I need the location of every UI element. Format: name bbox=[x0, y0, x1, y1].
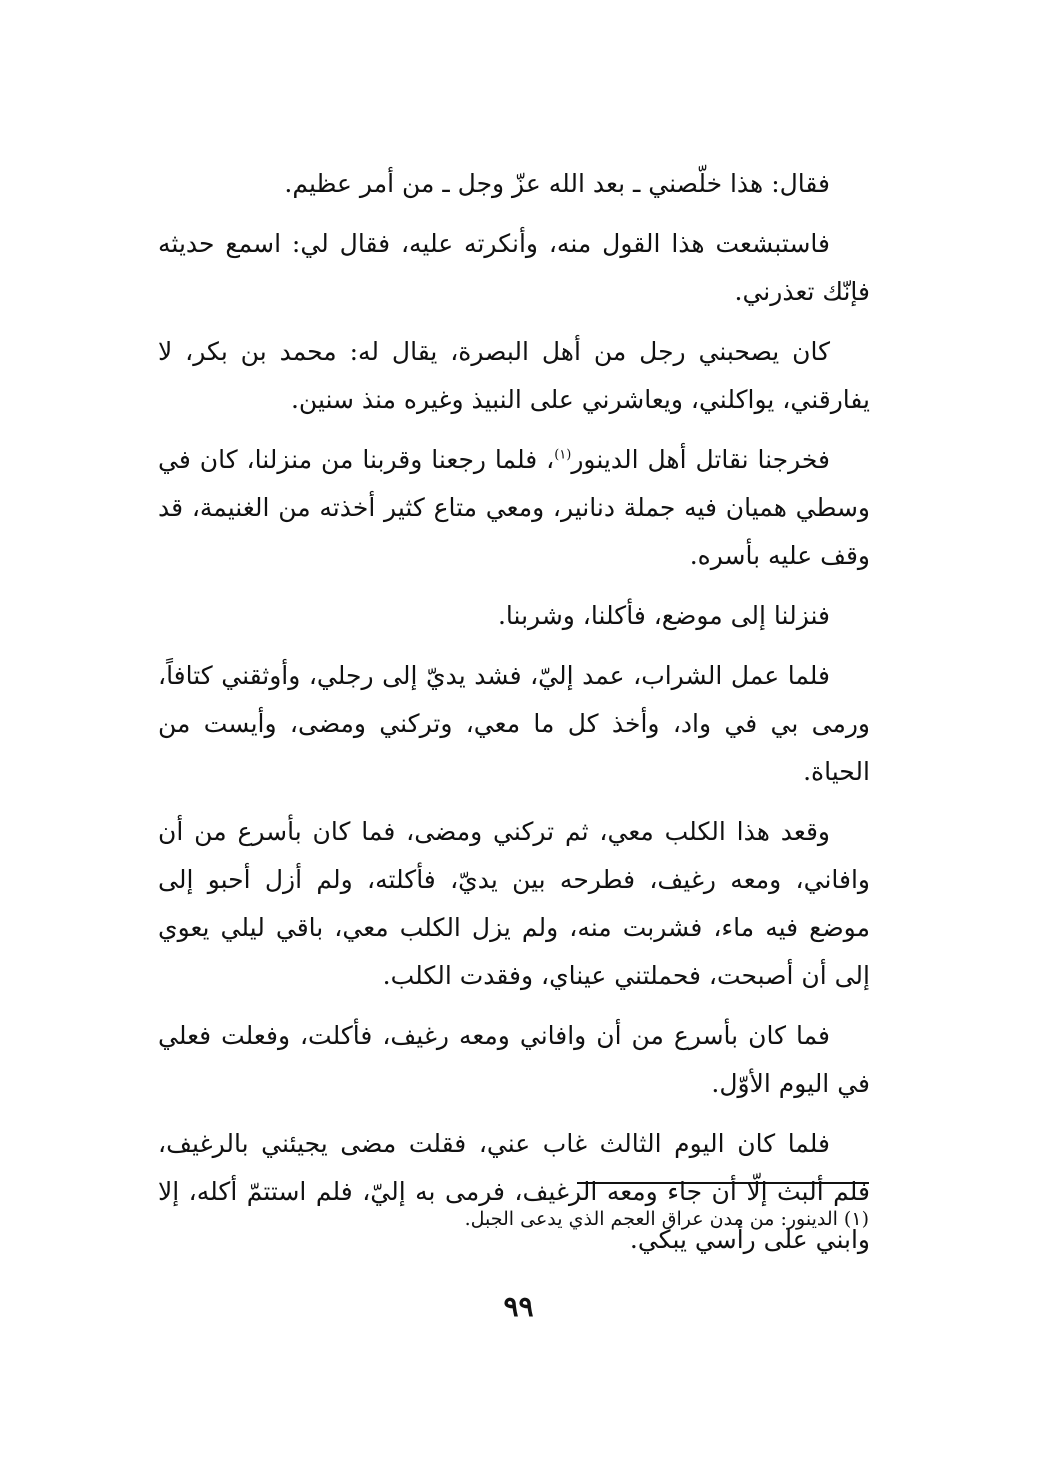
footnote: (١) الدينور: من مدن عراق العجم الذي يدعى الجبل. bbox=[464, 1208, 869, 1230]
paragraph-3: كان يصحبني رجل من أهل البصرة، يقال له: محمد بن بكر، لا يفارقني، يواكلني، ويعاشرني على النبيذ وغيره منذ سنين. bbox=[158, 337, 870, 414]
paragraph-1: فقال: هذا خلّصني ـ بعد الله عزّ وجل ـ من أمر عظيم. bbox=[284, 169, 830, 198]
paragraph-4 bbox=[158, 436, 870, 580]
paragraph-7: وقعد هذا الكلب معي، ثم تركني ومضى، فما كان بأسرع من أن وافاني، ومعه رغيف، فطرحه بين يديّ، فأكلته، ولم أزل أحبو إلى موضع فيه ماء، فشربت منه، ولم يزل الكلب معي، باقي ليلي يعوي إلى أن أصبحت، فحملتني عيناي، وفقدت الكلب. bbox=[158, 817, 870, 990]
paragraph-8: فما كان بأسرع من أن وافاني ومعه رغيف، فأكلت، وفعلت فعلي في اليوم الأوّل. bbox=[158, 1021, 870, 1098]
footnote-divider bbox=[577, 1182, 869, 1184]
footnote-reference: (١) bbox=[554, 447, 572, 463]
paragraph-4-rest: ، فلما رجعنا وقربنا من منزلنا، كان في وسطي هميان فيه جملة دنانير، ومعي متاع كثير أخذته من الغنيمة، قد وقف عليه بأسره. bbox=[158, 445, 871, 570]
paragraph-9: فلما كان اليوم الثالث غاب عني، فقلت مضى يجيئني بالرغيف، فلم ألبث إلّا أن جاء ومعه الرغيف، فرمى به إليّ، فلم استتمّ أكله، إلا وابني على رأسي يبكي. bbox=[158, 1129, 870, 1254]
paragraph-4-start: فخرجنا نقاتل أهل الدينور bbox=[571, 445, 830, 474]
paragraph-6: فلما عمل الشراب، عمد إليّ، فشد يديّ إلى رجلي، وأوثقني كتافاً، ورمى بي في واد، وأخذ كل ما معي، وتركني ومضى، وأيست من الحياة. bbox=[158, 661, 870, 786]
paragraph-5: فنزلنا إلى موضع، فأكلنا، وشربنا. bbox=[497, 601, 830, 630]
page-number: ٩٩ bbox=[503, 1290, 534, 1323]
page-body bbox=[158, 160, 870, 1276]
paragraph-2: فاستبشعت هذا القول منه، وأنكرته عليه، فقال لي: اسمع حديثه فإنّك تعذرني. bbox=[158, 229, 870, 306]
